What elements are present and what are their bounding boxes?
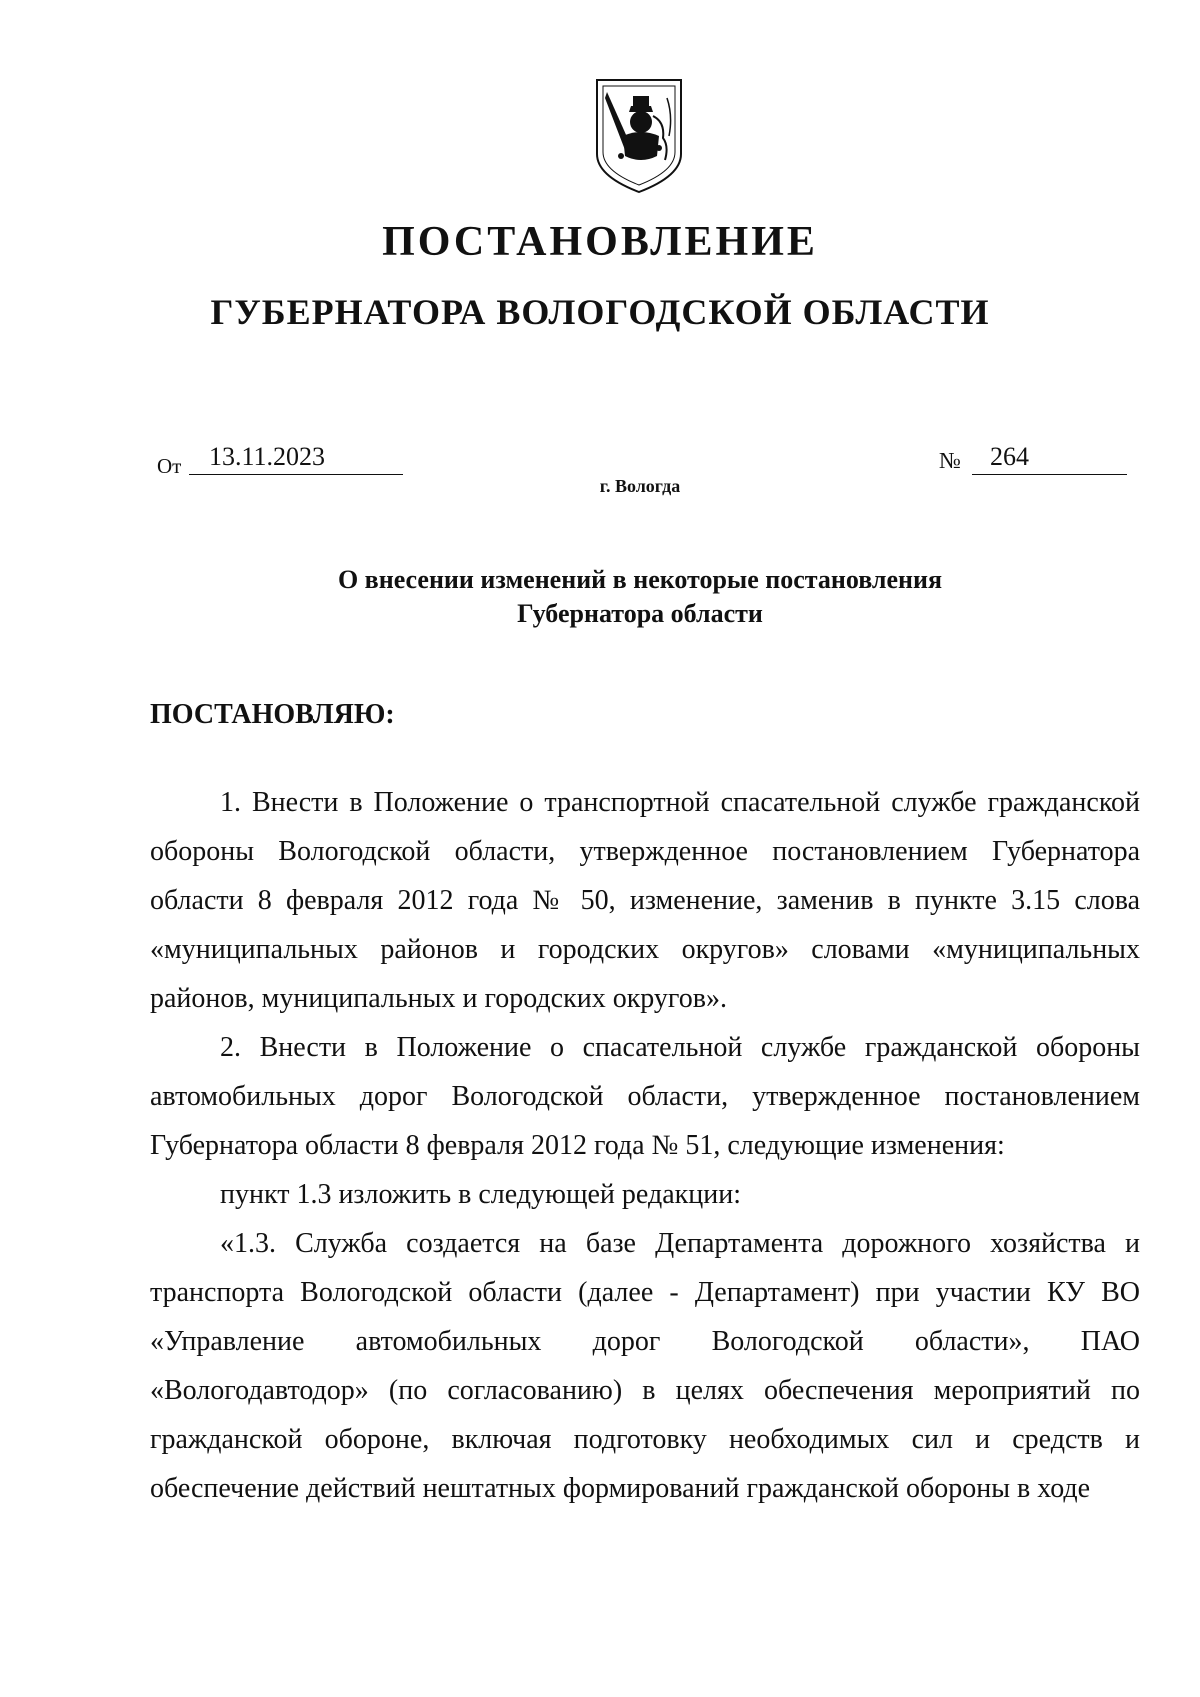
paragraph: «1.3. Служба создается на базе Департамента дорожного хозяйства и транспорта Вологодской области (далее - Департамент) при участии КУ ВО «Управление автомобильных дорог Вологодской области», ПАО «Вологодавтодор» (по согласованию) в целях обеспечения мероприятий по гражданской обороне, включая подготовку необходимых сил и средств и обеспечение действий нештатных формирований гражданской обороны в ходе	[150, 1228, 1140, 1504]
decree-heading: ПОСТАНОВЛЯЮ:	[150, 699, 395, 730]
city: г. Вологда	[599, 476, 681, 496]
paragraph: 2. Внести в Положение о спасательной службе гражданской обороны автомобильных дорог Вологодской области, утвержденное постановлением Губернатора области 8 февраля 2012 года № 51, следующие изменения:	[150, 1032, 1140, 1161]
coat-of-arms-icon	[593, 76, 685, 194]
number-label: №	[939, 448, 961, 473]
date-label: От	[157, 454, 182, 478]
number-value: 264	[972, 440, 1127, 475]
date-number-row	[157, 440, 1127, 480]
subject-line: О внесении изменений в некоторые постановления	[337, 565, 943, 594]
document-body	[150, 778, 1140, 1513]
document-subject	[0, 563, 1200, 631]
document-subtitle: ГУБЕРНАТОРА ВОЛОГОДСКОЙ ОБЛАСТИ	[210, 292, 990, 332]
date-value: 13.11.2023	[189, 440, 403, 475]
document-title: ПОСТАНОВЛЕНИЕ	[382, 219, 818, 265]
paragraph: пункт 1.3 изложить в следующей редакции:	[220, 1179, 741, 1210]
subject-line: Губернатора области	[517, 599, 763, 628]
paragraph: 1. Внести в Положение о транспортной спасательной службе гражданской обороны Вологодской области, утвержденное постановлением Губернатора области 8 февраля 2012 года № 50, изменение, заменив в пункте 3.15 слова «муниципальных районов и городских округов» словами «муниципальных районов, муниципальных и городских округов».	[150, 787, 1140, 1014]
